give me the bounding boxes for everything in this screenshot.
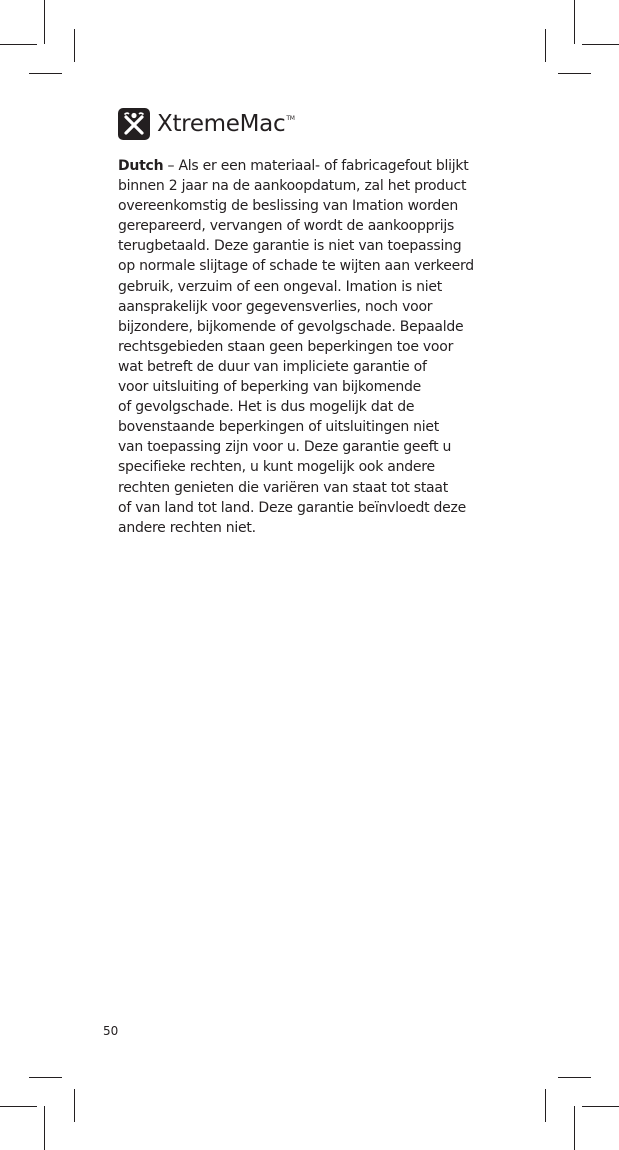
warranty-line: binnen 2 jaar na de aankoopdatum, zal het product (118, 178, 467, 195)
warranty-line: rechtsgebieden staan geen beperkingen toe voor (118, 338, 454, 355)
crop-mark (558, 73, 591, 74)
crop-mark (582, 44, 619, 45)
warranty-line: op normale slijtage of schade te wijten aan verkeerd (118, 258, 474, 275)
warranty-line: rechten genieten die variëren van staat tot staat (118, 479, 448, 496)
crop-mark (0, 44, 37, 45)
crop-mark (545, 29, 546, 62)
crop-mark (44, 1106, 45, 1150)
warranty-line: voor uitsluiting of beperking van bijkomende (118, 379, 421, 396)
warranty-line: gerepareerd, vervangen of wordt de aankoopprijs (118, 218, 455, 235)
brand-logo (118, 107, 295, 141)
crop-mark (29, 1077, 62, 1078)
crop-mark (74, 29, 75, 62)
warranty-line: specifieke rechten, u kunt mogelijk ook andere (118, 459, 435, 476)
warranty-paragraph (118, 156, 510, 538)
crop-mark (74, 1089, 75, 1122)
crop-mark (582, 1106, 619, 1107)
crop-mark (0, 1106, 37, 1107)
page-number: 50 (103, 1024, 119, 1038)
warranty-line: aansprakelijk voor gegevensverlies, noch voor (118, 298, 433, 315)
crop-mark (545, 1089, 546, 1122)
warranty-line: wat betreft de duur van impliciete garantie of (118, 358, 427, 375)
warranty-line: terugbetaald. Deze garantie is niet van toepassing (118, 238, 462, 255)
crop-mark (574, 1106, 575, 1150)
crop-mark (44, 0, 45, 44)
warranty-line: of van land tot land. Deze garantie beïnvloedt deze (118, 499, 467, 516)
crop-mark (558, 1077, 591, 1078)
warranty-line: bovenstaande beperkingen of uitsluitingen niet (118, 419, 440, 436)
warranty-line: van toepassing zijn voor u. Deze garantie geeft u (118, 439, 452, 456)
crop-mark (29, 73, 62, 74)
warranty-line: gebruik, verzuim of een ongeval. Imation is niet (118, 278, 442, 295)
language-label: Dutch (118, 158, 164, 174)
warranty-line: overeenkomstig de beslissing van Imation worden (118, 198, 458, 215)
warranty-line: bijzondere, bijkomende of gevolgschade. Bepaalde (118, 318, 464, 335)
warranty-line: Dutch – Als er een materiaal- of fabricagefout blijkt (118, 158, 469, 174)
xtrememac-logo-icon (118, 108, 150, 140)
brand-wordmark: XtremeMac™ (157, 110, 295, 137)
warranty-line: andere rechten niet. (118, 519, 256, 536)
warranty-line: of gevolgschade. Het is dus mogelijk dat de (118, 399, 415, 416)
trademark-symbol: TM (286, 114, 295, 122)
crop-mark (574, 0, 575, 44)
